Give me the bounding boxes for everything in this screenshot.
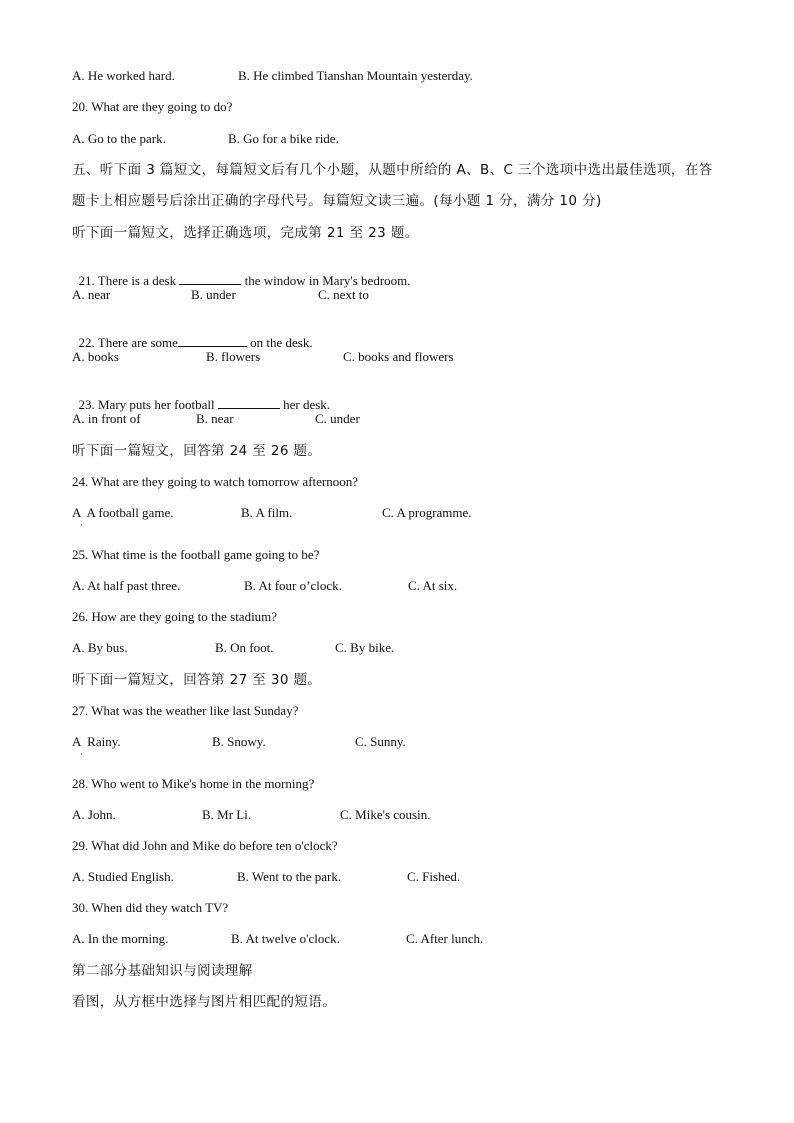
q19-option-a: A. He worked hard. <box>72 68 175 83</box>
question-21-text-before: 21. There is a desk <box>78 273 180 288</box>
question-22 <box>72 318 313 351</box>
question-27: 27. What was the weather like last Sunday? <box>72 703 299 718</box>
answer-blank <box>179 272 241 285</box>
q26-option-c: C. By bike. <box>335 640 395 655</box>
q22-option-a: A. books <box>72 349 119 364</box>
q29-option-c: C. Fished. <box>407 869 461 884</box>
q30-option-a: A. In the morning. <box>72 931 169 946</box>
q28-option-b: B. Mr Li. <box>202 807 252 822</box>
q23-option-a: A. in front of <box>72 411 141 426</box>
answer-blank <box>178 334 247 347</box>
part-2-instruction: 看图，从方框中选择与图片相匹配的短语。 <box>72 994 337 1010</box>
question-22-text-before: 22. There are some <box>78 335 178 350</box>
answer-blank <box>218 396 280 409</box>
q27-option-a: A Rainy. <box>72 734 121 749</box>
q22-option-b: B. flowers <box>206 349 261 364</box>
question-24: 24. What are they going to watch tomorrow afternoon? <box>72 474 359 489</box>
q25-option-a: A. At half past three. <box>72 578 181 593</box>
q21-option-c: C. next to <box>318 287 369 302</box>
q26-option-a: A. By bus. <box>72 640 128 655</box>
passage-3-intro: 听下面一篇短文，回答第 27 至 30 题。 <box>72 672 322 688</box>
q22-option-c: C. books and flowers <box>343 349 454 364</box>
passage-1-intro: 听下面一篇短文，选择正确选项，完成第 21 至 23 题。 <box>72 225 419 241</box>
q20-option-b: B. Go for a bike ride. <box>228 131 339 146</box>
q25-option-b: B. At four o’clock. <box>244 578 342 593</box>
section-5-instruction-line-2: 题卡上相应题号后涂出正确的字母代号。每篇短文读三遍。(每小题 1 分，满分 10 分) <box>72 193 602 209</box>
q24-option-c: C. A programme. <box>382 505 472 520</box>
question-25: 25. What time is the football game going to be? <box>72 547 320 562</box>
question-30: 30. When did they watch TV? <box>72 900 229 915</box>
question-22-text-after: on the desk. <box>246 335 313 350</box>
q28-option-a: A. John. <box>72 807 116 822</box>
q29-option-b: B. Went to the park. <box>237 869 342 884</box>
q24-option-a: A A football game. <box>72 505 174 520</box>
q28-option-c: C. Mike's cousin. <box>340 807 431 822</box>
q27-option-c: C. Sunny. <box>355 734 406 749</box>
q24-option-b: B. A film. <box>241 505 293 520</box>
q20-option-a: A. Go to the park. <box>72 131 166 146</box>
passage-2-intro: 听下面一篇短文，回答第 24 至 26 题。 <box>72 443 322 459</box>
q26-option-b: B. On foot. <box>215 640 274 655</box>
question-26: 26. How are they going to the stadium? <box>72 609 278 624</box>
stray-dot: · <box>80 749 83 759</box>
q30-option-b: B. At twelve o'clock. <box>231 931 340 946</box>
question-23-text-before: 23. Mary puts her football <box>78 397 218 412</box>
q21-option-b: B. under <box>191 287 236 302</box>
question-28: 28. Who went to Mike's home in the morning? <box>72 776 315 791</box>
q21-option-a: A. near <box>72 287 111 302</box>
section-5-instruction-line-1: 五、听下面 3 篇短文，每篇短文后有几个小题，从题中所给的 A、B、C 三个选项中选出最佳选项，在答 <box>72 162 713 178</box>
q19-option-b: B. He climbed Tianshan Mountain yesterday. <box>238 68 473 83</box>
question-21-text-after: the window in Mary's bedroom. <box>241 273 411 288</box>
q30-option-c: C. After lunch. <box>406 931 484 946</box>
q23-option-b: B. near <box>196 411 234 426</box>
question-23 <box>72 380 330 413</box>
question-21 <box>72 256 411 289</box>
q29-option-a: A. Studied English. <box>72 869 174 884</box>
q25-option-c: C. At six. <box>408 578 458 593</box>
question-29: 29. What did John and Mike do before ten o'clock? <box>72 838 338 853</box>
stray-dot: · <box>80 520 83 530</box>
q27-option-b: B. Snowy. <box>212 734 266 749</box>
question-20: 20. What are they going to do? <box>72 99 233 114</box>
q23-option-c: C. under <box>315 411 360 426</box>
question-23-text-after: her desk. <box>279 397 331 412</box>
part-2-title: 第二部分基础知识与阅读理解 <box>72 963 253 979</box>
